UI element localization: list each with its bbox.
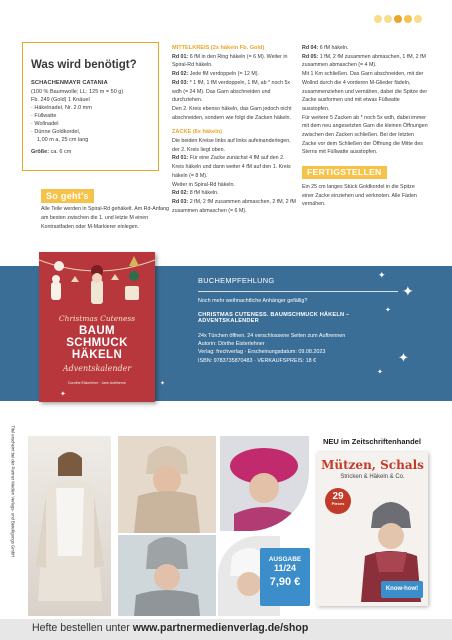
- round-line: [172, 79, 298, 105]
- order-footer: [0, 619, 452, 640]
- book-subtitle: Adventskalender: [62, 364, 132, 373]
- book-cute-line: Christmas Cuteness: [58, 314, 136, 323]
- yarn-spec: (100 % Baumwolle; LL: 125 m = 50 g): [31, 89, 124, 95]
- order-footer-text: [32, 622, 308, 634]
- round-text: 2 fM, 2 fM zusammen abmaschen, 2 fM, 2 fM zusammen abmaschen (= 6 M).: [172, 198, 296, 214]
- info-line: Autorin: Dörthe Eisterlehner: [198, 341, 265, 348]
- round-label: Rd 02:: [172, 190, 189, 197]
- photo-beret-pink: [220, 436, 309, 531]
- recommendation-divider: [198, 291, 398, 292]
- round-label: Rd 03:: [172, 79, 189, 86]
- page-dot: [384, 15, 392, 23]
- round-note: Weiter in Spiral-Rd häkeln.: [172, 181, 235, 188]
- magazine-pieces-badge: [325, 488, 351, 514]
- round-label: Rd 04:: [302, 45, 319, 51]
- recommendation-text: [198, 276, 398, 365]
- round-label: Rd 01:: [172, 155, 189, 162]
- round-text: 6 fM in den Ring häkeln (= 6 M). Weiter in Spiral-Rd häkeln.: [172, 53, 288, 69]
- issue-label: AUSGABE: [268, 556, 302, 563]
- round-text: Für eine Zacke zunächst 4 fM auf den 2. Kreis häkeln und dann weiter 4 fM auf den 1. Kreis häkeln (= 8 M).: [172, 155, 291, 179]
- size-value: ca. 6 cm: [50, 149, 72, 155]
- magazine-cover: [317, 452, 428, 606]
- materials-title: Was wird benötigt?: [31, 59, 137, 71]
- round-line: [172, 189, 298, 198]
- recommendation-question: Noch mehr weihnachtliche Anhänger gefällig?: [198, 298, 308, 304]
- pieces-text: Pieces: [331, 501, 345, 506]
- photo-hat-beige-illustration: [118, 436, 216, 533]
- publisher-credit: [6, 425, 16, 598]
- round-line: [172, 154, 298, 180]
- round-line: [302, 53, 428, 70]
- page-dot: [404, 15, 412, 23]
- zacke-heading: ZACKE (6x häkeln): [172, 129, 223, 136]
- instructions-column-3: [302, 44, 428, 209]
- publisher-credit-text: Titel erscheint bei der Partner Medien Verlags- und Beteiligungs GmbH: [10, 425, 16, 558]
- materials-item: · Füllwatte: [31, 112, 150, 120]
- star-icon: ✦: [160, 381, 166, 387]
- issue-price: 7,90 €: [269, 576, 301, 588]
- mittelkreis-heading: MITTELKREIS (2x häkeln Fb. Gold): [172, 45, 265, 51]
- star-icon: ✦: [60, 391, 66, 398]
- pieces-number: 29: [332, 491, 344, 502]
- materials-list: [31, 104, 150, 136]
- materials-item: · Dünne Goldkordel,: [31, 128, 150, 136]
- round-line: [302, 44, 428, 53]
- round-line: [172, 198, 298, 215]
- star-icon: ✦: [385, 307, 391, 314]
- round-text: * 1 fM, 1 fM verdoppeln, 1 fM, ab * noch 5x wdh (= 24 M). Das Garn abschneiden und durchziehen.: [172, 79, 291, 104]
- know-how-badge: Know-how!: [381, 581, 423, 598]
- instructions-column-2: [172, 44, 298, 215]
- round-note: Den 2. Kreis ebenso häkeln, das Garn jedoch nicht abschneiden, sondern wie folgt die Zacken häkeln.: [172, 105, 292, 121]
- round-text: 8 fM häkeln.: [189, 190, 219, 197]
- recommendation-heading: BUCHEMPFEHLUNG: [198, 276, 275, 285]
- star-icon: ✦: [377, 369, 383, 376]
- round-text: Jede fM verdoppeln (= 12 M).: [189, 71, 260, 78]
- round-line: [172, 70, 298, 79]
- fertigstellen-text: Ein 25 cm langes Stück Goldkordel in die Spitze einer Zacke einziehen und verknoten. Alle Fäden vernähen.: [302, 183, 417, 208]
- star-icon: ✦: [398, 350, 409, 365]
- photo-hat-grey: [118, 535, 216, 616]
- issue-number: 11/24: [273, 563, 297, 573]
- round-label: Rd 02:: [172, 71, 189, 78]
- book-cover: [39, 252, 155, 402]
- materials-box: [22, 42, 159, 171]
- info-line: Verlag: frechverlag · Erscheinungsdatum: 09.08.2023: [198, 349, 326, 356]
- round-label: Rd 01:: [172, 53, 189, 60]
- size-label: Größe:: [31, 149, 50, 155]
- materials-item: · Wollnadel: [31, 120, 150, 128]
- yarn-color: Fb. 249 (Gold) 1 Knäuel: [31, 97, 90, 103]
- materials-item: · Häkelnadel, Nr. 2.0 mm: [31, 104, 150, 112]
- magazine-title: Mützen, Schals: [321, 458, 424, 472]
- garland-illustration: [39, 252, 155, 310]
- photo-cardigan-illustration: [28, 436, 111, 616]
- cord-length: 1,00 m a, 25 cm lang: [37, 137, 89, 143]
- round-note: Für weitere 5 Zacken ab * noch 5x wdh, dabei immer mit dem neu angesetzten Garn die kleinen Öffnungen zwischen den Zacken schließen. Bei der letzten Zacke vor dem Schließen der Öffnung die Mitte des Sterns mit Füllwatte ausstopfen.: [302, 114, 428, 156]
- round-line: [172, 53, 298, 70]
- issue-badge: [260, 548, 310, 606]
- info-line: 24x Türchen öffnen. 24 verschlossene Seiten zum Auftrennen: [198, 333, 346, 339]
- page-dot-active: [394, 15, 402, 23]
- photo-cardigan: [28, 436, 111, 616]
- round-note: Mit 1 Km schließen. Das Garn abschneiden, mit der Wollnd durch die 4 vorderen M-Glieder fädeln, zusammenziehen und vernähen, dabei die Spitze der Zacke ausformen und mit etwas Füllwatte ausstopfen.: [302, 71, 428, 112]
- star-icon: ✦: [378, 270, 386, 280]
- star-icon: ✦: [402, 283, 414, 299]
- book-title: [39, 325, 155, 361]
- page-dot: [374, 15, 382, 23]
- so-gehts-heading: So geht's: [41, 189, 94, 203]
- round-text: 6 fM häkeln.: [319, 45, 349, 51]
- round-label: Rd 05:: [302, 53, 319, 60]
- zacke-intro: Die beiden Kreise links auf links aufeinanderlegen, der 2. Kreis liegt oben.: [172, 138, 291, 153]
- page-dot: [414, 15, 422, 23]
- round-text: 1 fM, 2 fM zusammen abmaschen, 1 fM, 2 fM zusammen abmaschen (= 4 M).: [302, 53, 426, 69]
- book-authors: Dorothe Eisterleher · Jane Aufriherne: [68, 381, 126, 385]
- photo-hat-grey-illustration: [118, 535, 216, 616]
- so-gehts-text: Alle Teile werden in Spiral-Rd gehäkelt. Am Rd-Anfang am besten zwischen die 1. und letzte M einen Kontrastfaden oder M-Markierer einlegen.: [41, 206, 169, 230]
- magazine-subtitle: Stricken & Häkeln & Co.: [340, 474, 405, 480]
- book-title-line: SCHMUCK: [66, 337, 128, 349]
- photo-hat-beige: [118, 436, 216, 533]
- new-in-stores-label: NEU im Zeitschriftenhandel: [323, 437, 421, 446]
- photo-beret-pink-illustration: [220, 436, 309, 531]
- recommendation-info: [198, 332, 398, 365]
- round-label: Rd 03:: [172, 198, 189, 205]
- size-line: [31, 148, 150, 156]
- yarn-brand: SCHACHENMAYR CATANIA: [31, 80, 108, 86]
- shop-link[interactable]: www.partnermedienverlag.de/shop: [132, 622, 309, 634]
- recommendation-book-title: CHRISTMAS CUTENESS. BAUMSCHMUCK HÄKELN – ADVENTSKALENDER: [198, 312, 350, 324]
- footer-prefix: Hefte bestellen unter: [32, 622, 133, 634]
- page-dots: [374, 15, 422, 23]
- book-title-line: BAUM: [78, 325, 116, 337]
- book-title-line: HÄKELN: [71, 349, 123, 361]
- fertigstellen-heading: FERTIGSTELLEN: [302, 166, 387, 179]
- info-line: ISBN: 9783735870483 · VERKAUFSPREIS: 18 €: [198, 357, 317, 364]
